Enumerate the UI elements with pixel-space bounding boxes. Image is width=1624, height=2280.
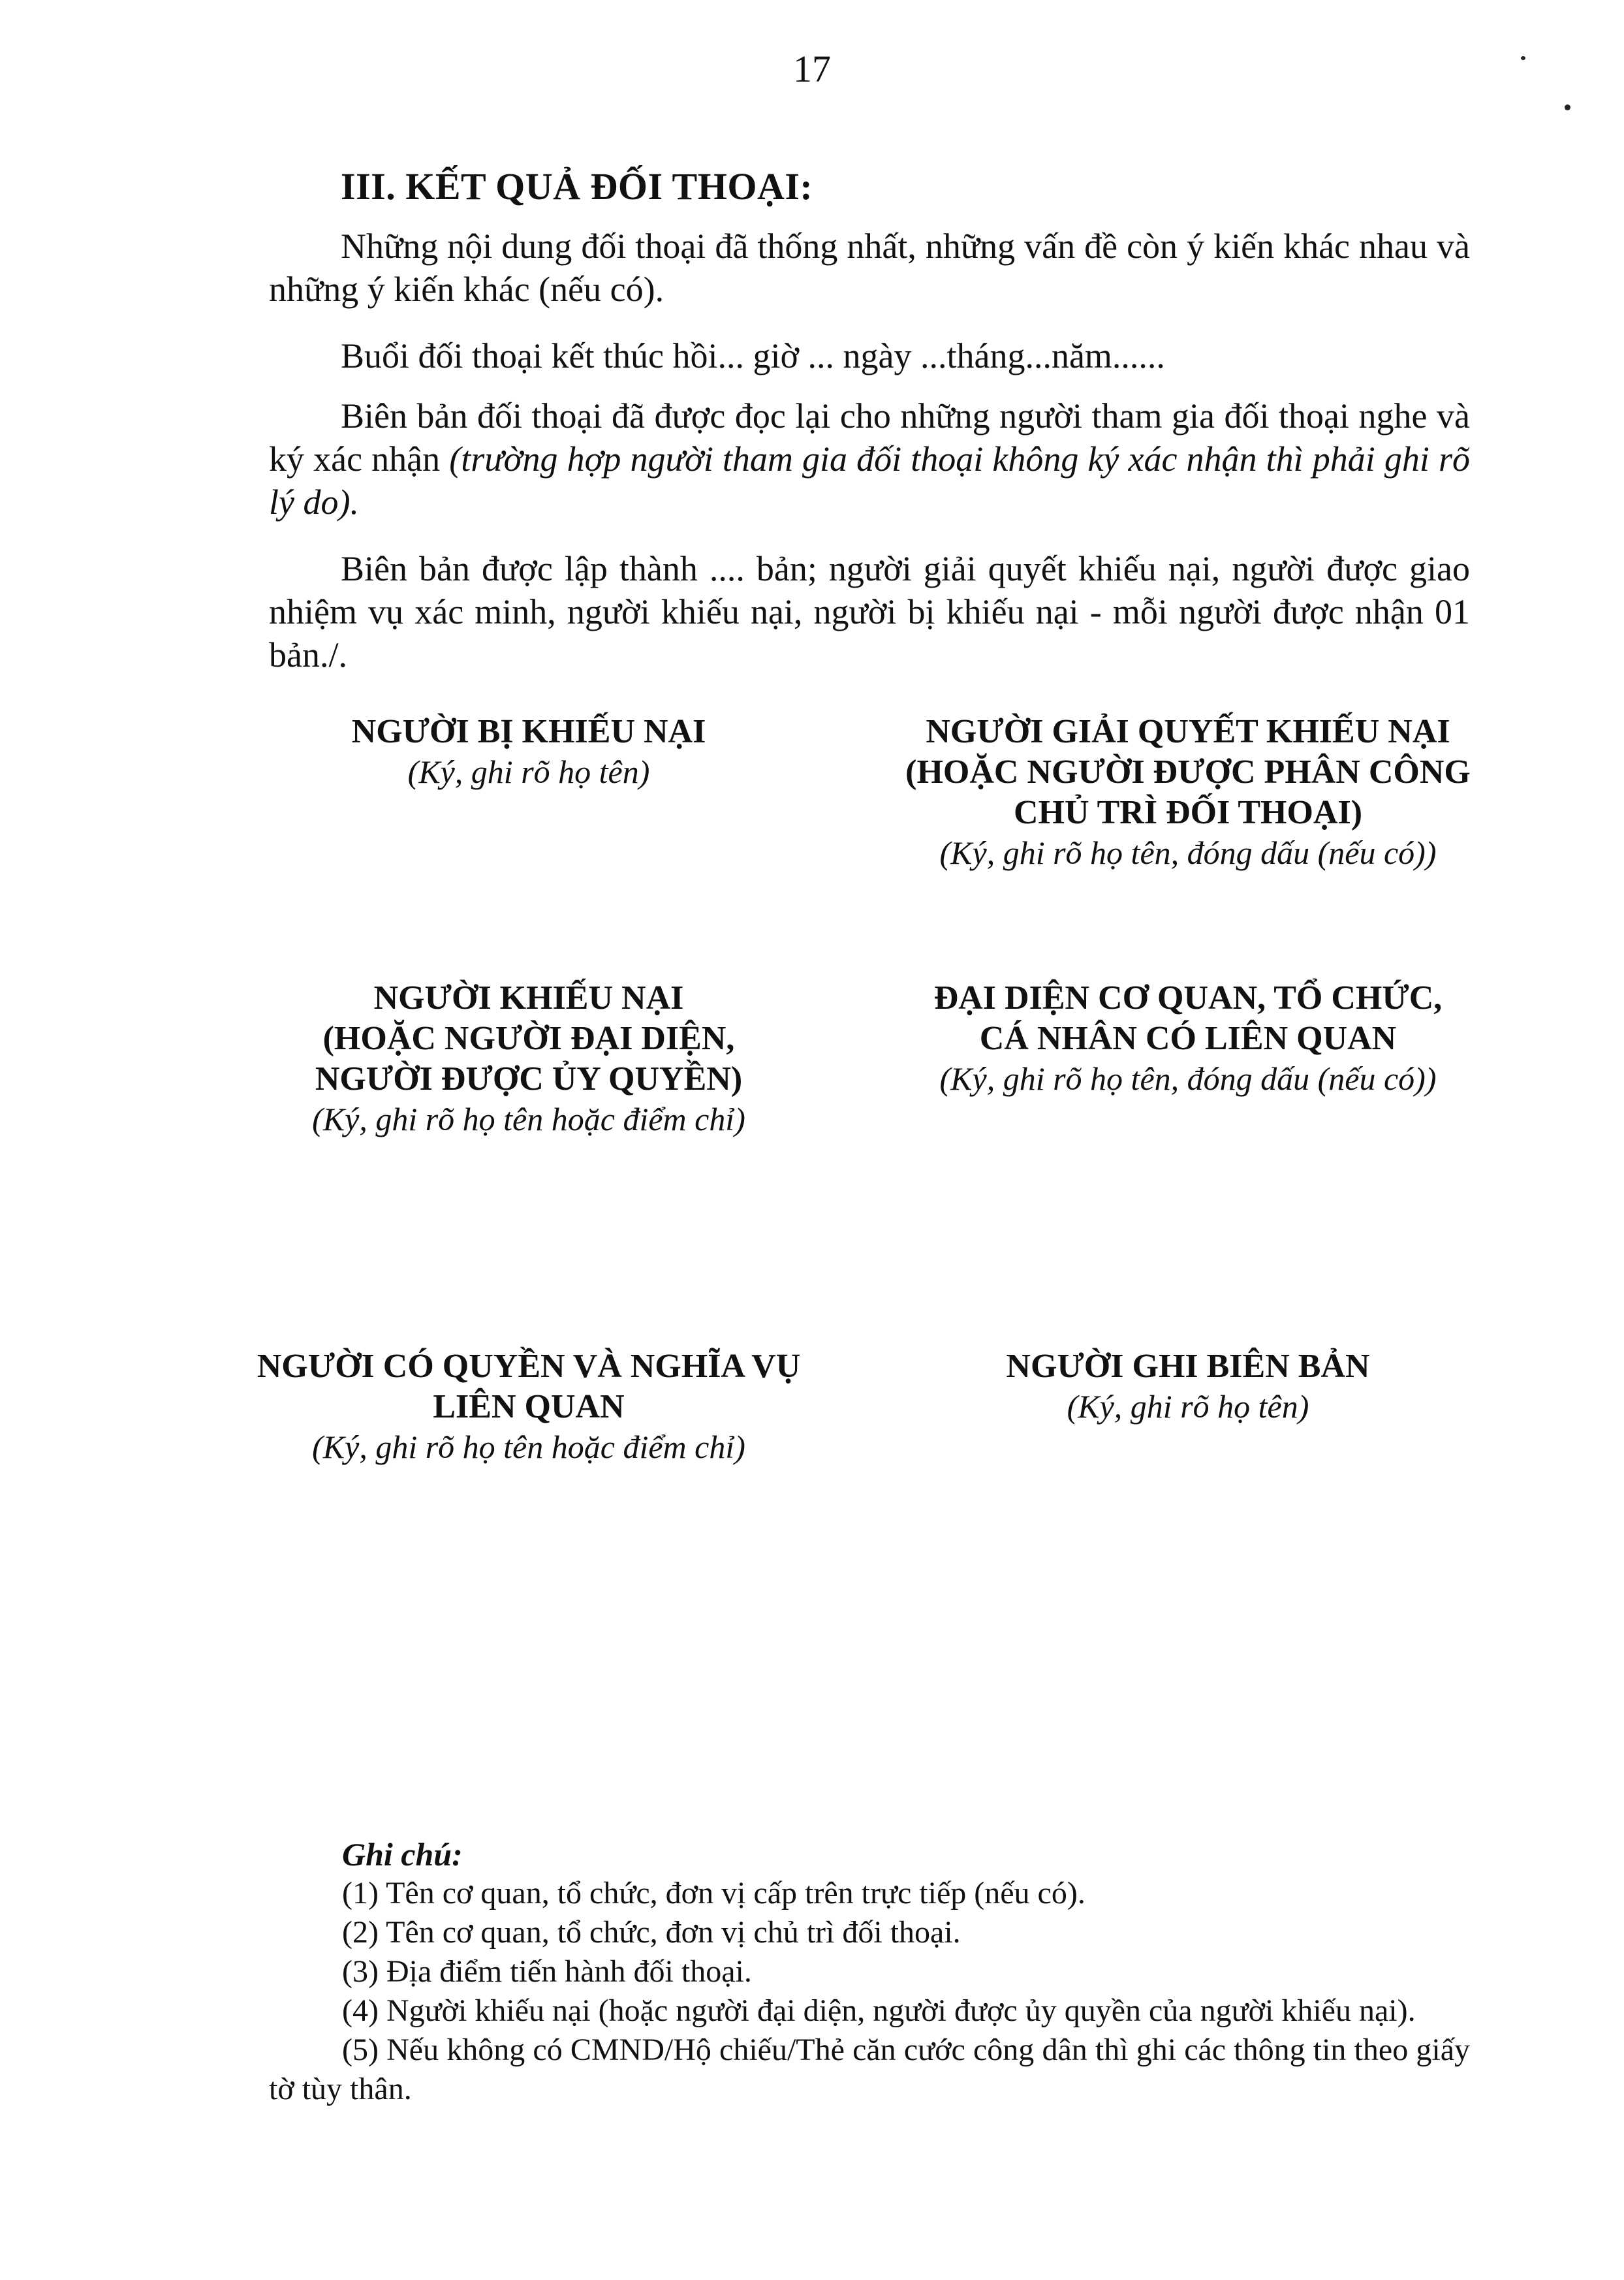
notes-title: Ghi chú: bbox=[342, 1836, 463, 1873]
signature-block-related-party bbox=[235, 1346, 822, 1466]
signature-note: (Ký, ghi rõ họ tên, đóng dấu (nếu có)) bbox=[939, 1060, 1437, 1097]
paragraph-read-confirm-italic: (trường hợp người tham gia đối thoại không ký xác nhận thì phải ghi rõ lý do). bbox=[269, 439, 1470, 522]
note-item: (5) Nếu không có CMND/Hộ chiếu/Thẻ căn cước công dân thì ghi các thông tin theo giấy tờ tùy thân. bbox=[269, 2033, 1470, 2106]
signature-note: (Ký, ghi rõ họ tên) bbox=[407, 753, 650, 790]
signature-block-complainant bbox=[261, 978, 796, 1139]
signature-title: NGƯỜI GIẢI QUYẾT KHIẾU NẠI (HOẶC NGƯỜI ĐƯỢC PHÂN CÔNG CHỦ TRÌ ĐỐI THOẠI) bbox=[905, 713, 1471, 831]
paragraph-end-time: Buổi đối thoại kết thúc hồi... giờ ... ngày ...tháng...năm...... bbox=[341, 336, 1165, 375]
signature-block-respondent bbox=[261, 712, 796, 791]
note-item: (2) Tên cơ quan, tổ chức, đơn vị chủ trì đối thoại. bbox=[342, 1915, 961, 1950]
signature-note: (Ký, ghi rõ họ tên) bbox=[1067, 1388, 1309, 1425]
paragraph-read-confirm bbox=[269, 394, 1470, 524]
signature-block-related-organization bbox=[829, 978, 1547, 1098]
page-number: 17 bbox=[793, 48, 831, 90]
signature-note: (Ký, ghi rõ họ tên hoặc điểm chỉ) bbox=[312, 1101, 745, 1137]
signature-block-resolver bbox=[829, 712, 1547, 872]
paragraph-dialogue-content: Những nội dung đối thoại đã thống nhất, những vấn đề còn ý kiến khác nhau và những ý kiến khác (nếu có). bbox=[269, 227, 1470, 309]
notes-section bbox=[269, 1835, 1470, 2109]
signature-note: (Ký, ghi rõ họ tên hoặc điểm chỉ) bbox=[312, 1429, 745, 1465]
scan-speck bbox=[1565, 104, 1570, 110]
section-heading: III. KẾT QUẢ ĐỐI THOẠI: bbox=[341, 165, 813, 208]
note-item: (4) Người khiếu nại (hoặc người đại diện, người được ủy quyền của người khiếu nại). bbox=[342, 1993, 1416, 2028]
signature-title: NGƯỜI CÓ QUYỀN VÀ NGHĨA VỤ LIÊN QUAN bbox=[257, 1348, 801, 1425]
signature-title: NGƯỜI GHI BIÊN BẢN bbox=[1006, 1348, 1370, 1385]
signature-note: (Ký, ghi rõ họ tên, đóng dấu (nếu có)) bbox=[939, 834, 1437, 871]
note-item: (3) Địa điểm tiến hành đối thoại. bbox=[342, 1954, 752, 1989]
paragraph-read-confirm-text: Biên bản đối thoại đã được đọc lại cho những người tham gia đối thoại nghe và ký xác nhận bbox=[269, 396, 1470, 479]
note-item: (1) Tên cơ quan, tổ chức, đơn vị cấp trên trực tiếp (nếu có). bbox=[342, 1876, 1085, 1910]
signature-title: NGƯỜI KHIẾU NẠI (HOẶC NGƯỜI ĐẠI DIỆN, NGƯỜI ĐƯỢC ỦY QUYỀN) bbox=[315, 979, 743, 1098]
paragraph-copies: Biên bản được lập thành .... bản; người giải quyết khiếu nại, người được giao nhiệm vụ xác minh, người khiếu nại, người bị khiếu nại - mỗi người được nhận 01 bản./. bbox=[269, 549, 1470, 674]
scan-speck bbox=[1521, 56, 1525, 60]
signature-title: ĐẠI DIỆN CƠ QUAN, TỔ CHỨC, CÁ NHÂN CÓ LIÊN QUAN bbox=[933, 979, 1443, 1057]
signature-title: NGƯỜI BỊ KHIẾU NẠI bbox=[351, 713, 706, 750]
signature-block-recorder bbox=[829, 1346, 1547, 1426]
